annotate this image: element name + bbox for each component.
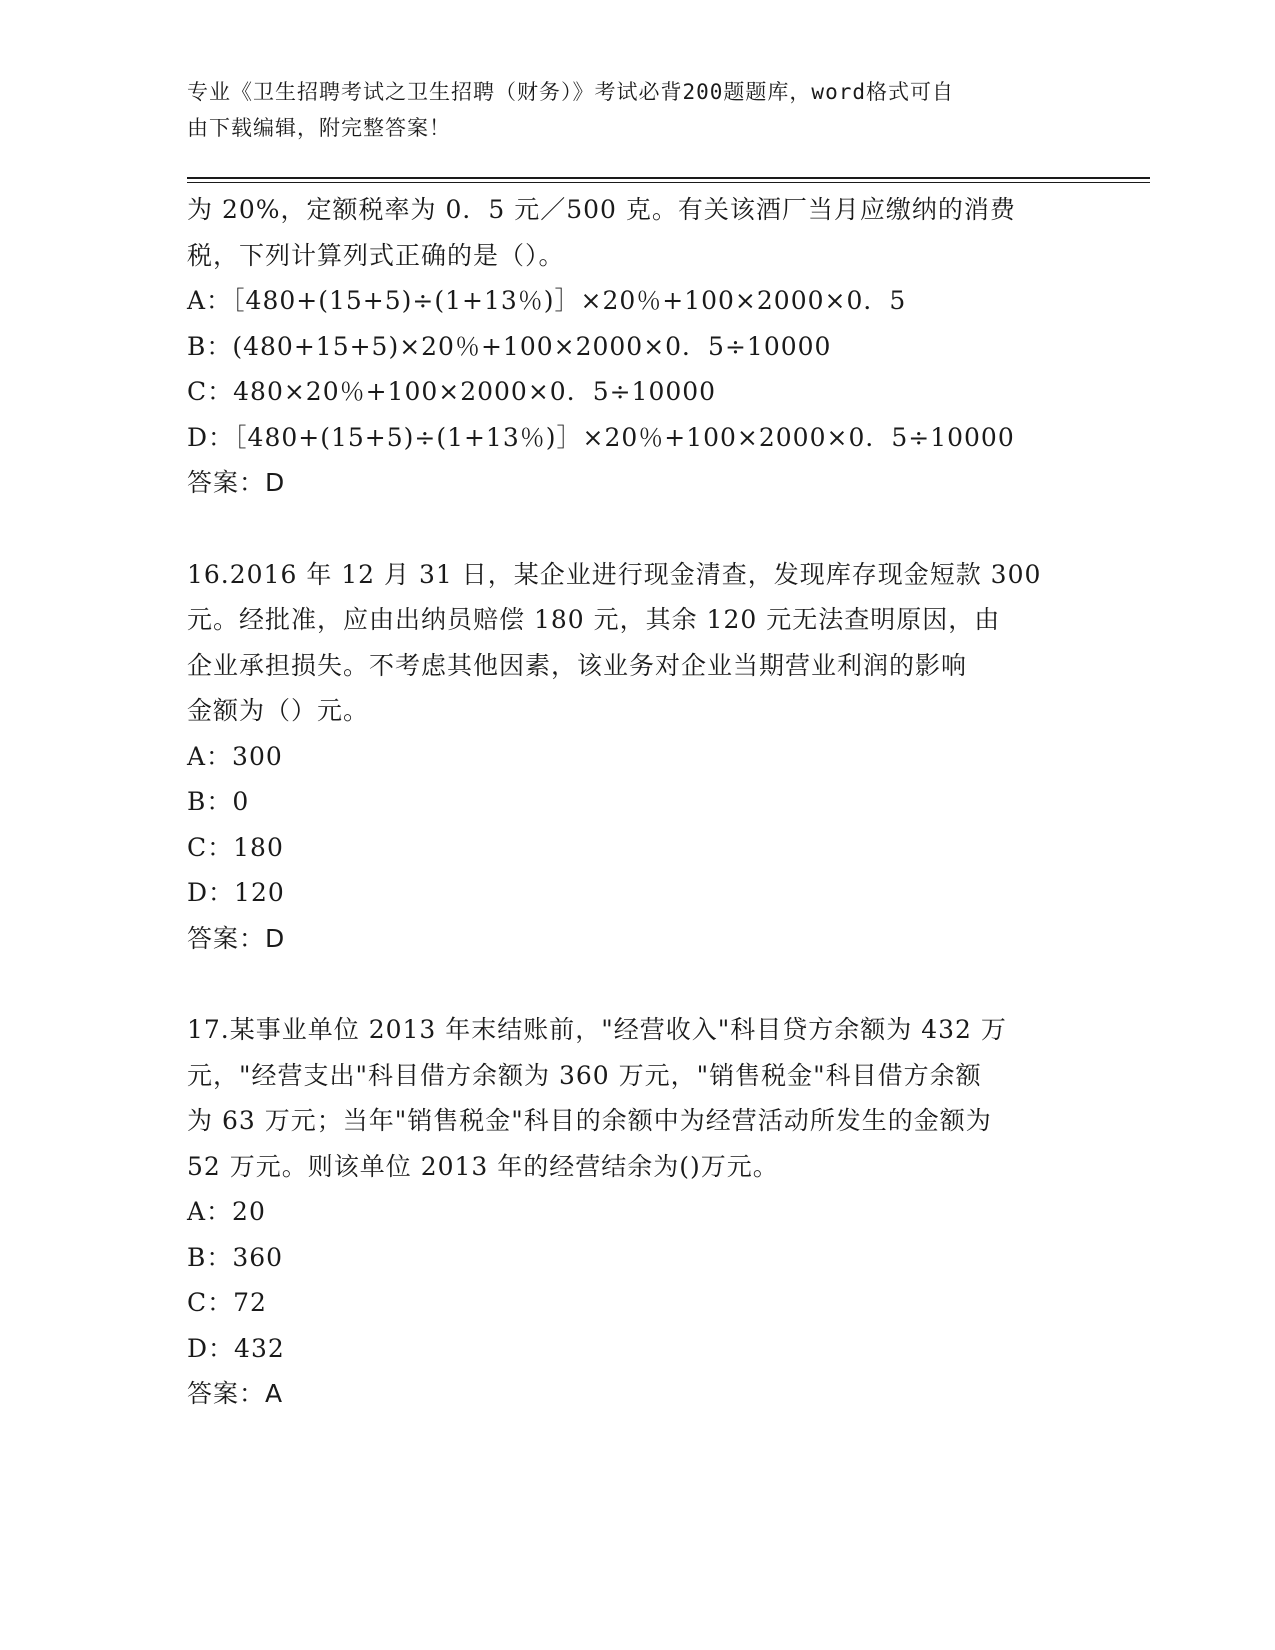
question-stem-line: 17.某事业单位 2013 年末结账前，"经营收入"科目贷方余额为 432 万: [187, 1015, 1007, 1044]
option-d: D：120: [187, 878, 285, 907]
option-d: D：432: [187, 1333, 285, 1363]
question-stem-line: 52 万元。则该单位 2013 年的经营结余为()万元。: [187, 1151, 779, 1181]
question-stem-line: 金额为（）元。: [187, 696, 370, 725]
question-stem-line: 元。经批准，应由出纳员赔偿 180 元，其余 120 元无法查明原因，由: [187, 605, 1001, 634]
answer-line: 答案：A: [187, 1379, 284, 1408]
answer-line: 答案：D: [187, 923, 286, 953]
header-line-2: 由下载编辑，附完整答案！: [187, 116, 451, 140]
option-b: B：360: [187, 1242, 284, 1272]
question-stem-line: 16.2016 年 12 月 31 日，某企业进行现金清查，发现库存现金短款 300: [187, 559, 1042, 589]
header-divider-thin: [187, 182, 1150, 183]
question-15: [187, 187, 1087, 506]
question-16: [187, 552, 1087, 962]
option-b: B：0: [187, 787, 250, 816]
answer-line: 答案：D: [187, 468, 286, 497]
question-stem-line: 为 20%，定额税率为 0．5 元／500 克。有关该酒厂当月应缴纳的消费: [187, 195, 1016, 224]
question-spacer: [187, 506, 1087, 552]
question-stem-line: 税，下列计算列式正确的是（）。: [187, 240, 565, 270]
option-c: C：72: [187, 1288, 267, 1317]
header-line-1: 专业《卫生招聘考试之卫生招聘（财务）》考试必背200题题库，word格式可自: [187, 80, 954, 104]
option-a: A：300: [187, 741, 283, 771]
question-17: [187, 1007, 1087, 1417]
document-body: [187, 187, 1087, 1417]
question-spacer: [187, 961, 1087, 1007]
document-header: [187, 74, 1067, 146]
option-b: B：(480+15+5)×20％+100×2000×0．5÷10000: [187, 331, 832, 361]
question-stem-line: 元，"经营支出"科目借方余额为 360 万元，"销售税金"科目借方余额: [187, 1060, 982, 1090]
question-stem-line: 企业承担损失。不考虑其他因素，该业务对企业当期营业利润的影响: [187, 650, 968, 680]
option-c: C：180: [187, 832, 284, 862]
header-divider-thick: [187, 177, 1150, 179]
question-stem-line: 为 63 万元；当年"销售税金"科目的余额中为经营活动所发生的金额为: [187, 1106, 992, 1135]
option-d: D：［480+(15+5)÷(1+13％)］×20％+100×2000×0．5÷10000: [187, 422, 1015, 452]
option-c: C：480×20％+100×2000×0．5÷10000: [187, 377, 717, 406]
option-a: A：20: [187, 1197, 266, 1226]
option-a: A：［480+(15+5)÷(1+13％)］×20％+100×2000×0．5: [187, 286, 907, 315]
